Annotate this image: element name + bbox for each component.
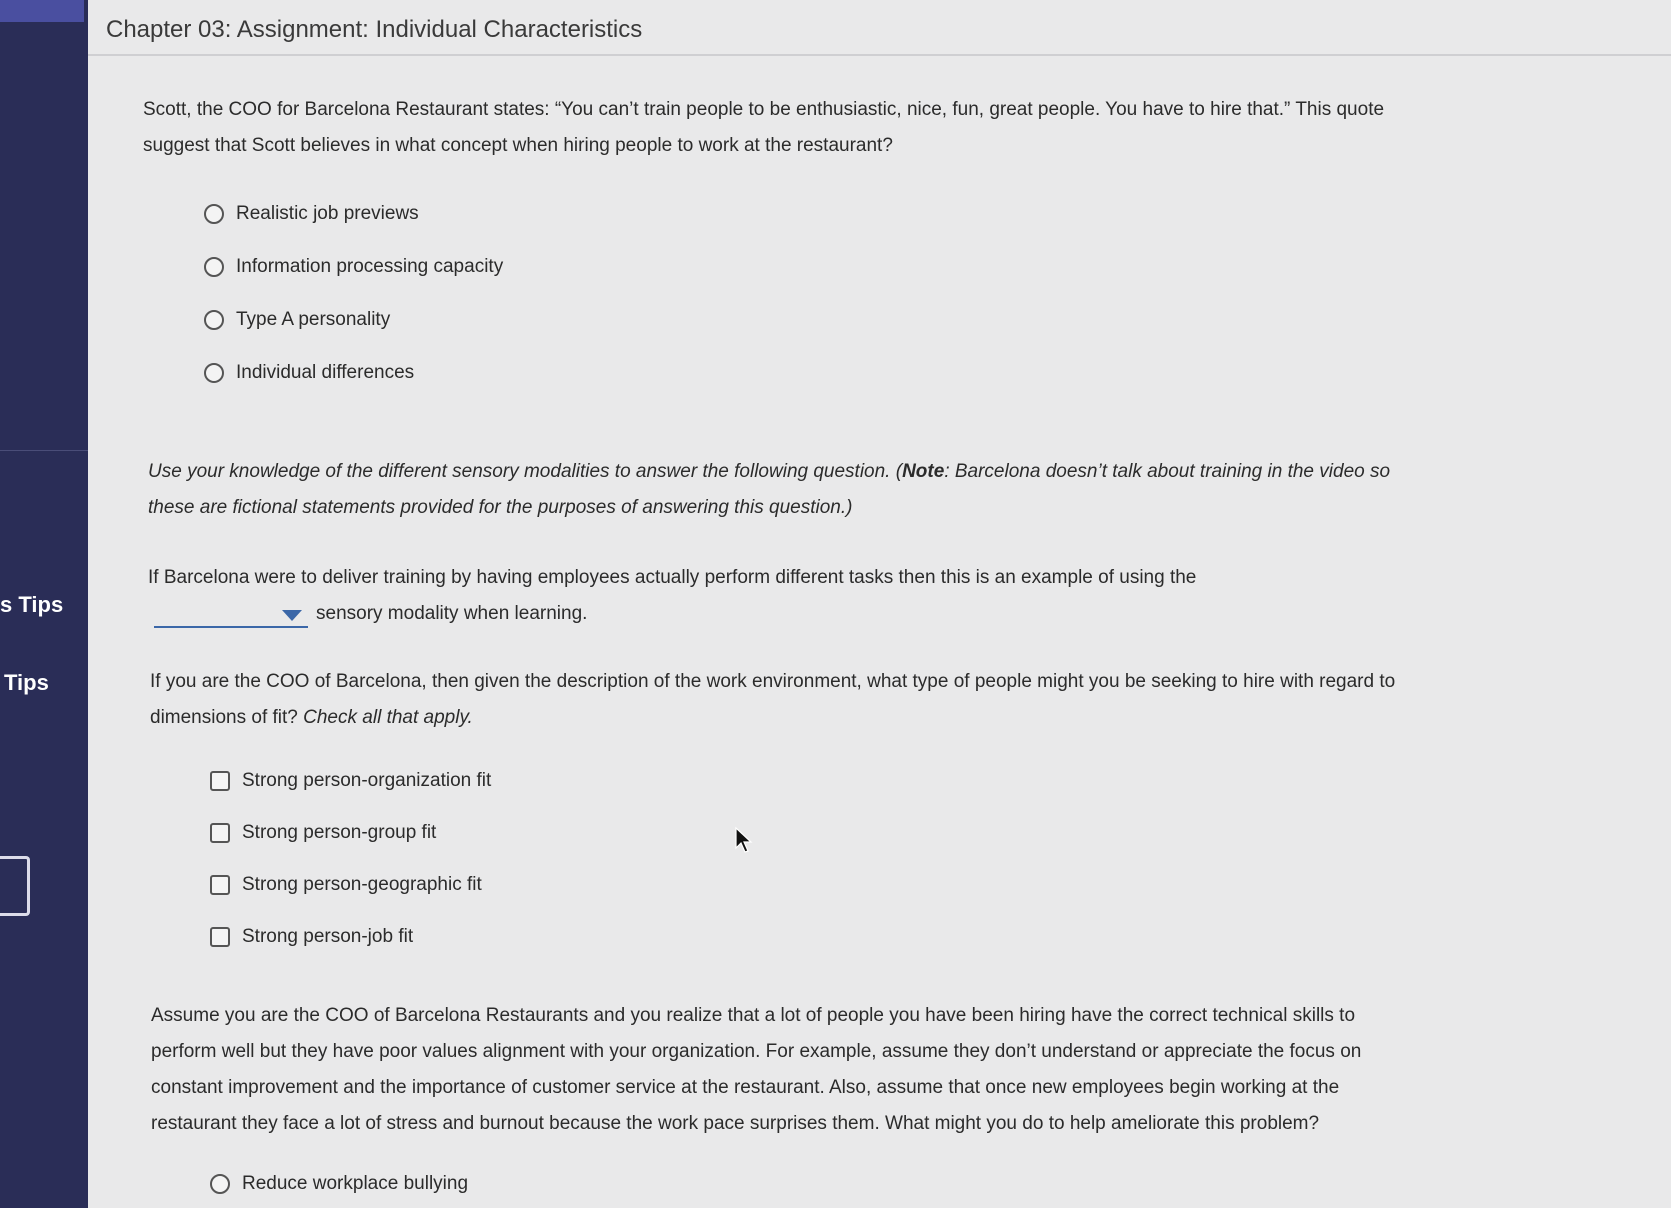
- option-label: Reduce workplace bullying: [242, 1173, 469, 1194]
- question2-line2: sensory modality when learning.: [316, 603, 588, 624]
- q4-option-reduce-workplace-bullying[interactable]: [210, 1173, 468, 1195]
- question4-line1: Assume you are the COO of Barcelona Restaurants and you realize that a lot of people you have been hiring have the correct technical skills to: [151, 1005, 1356, 1026]
- q3-option-person-organization-fit[interactable]: [210, 770, 491, 792]
- option-label: Strong person-organization fit: [242, 770, 492, 791]
- check-all-hint: Check all that apply.: [303, 707, 473, 728]
- mouse-pointer-icon: [734, 826, 756, 856]
- question1-text: [143, 92, 1384, 164]
- option-label: Strong person-job fit: [242, 926, 414, 947]
- sidebar-frame-button[interactable]: [0, 856, 30, 916]
- checkbox[interactable]: [210, 875, 230, 895]
- option-label: Individual differences: [236, 362, 415, 383]
- question1-line2: suggest that Scott believes in what concept when hiring people to work at the restaurant?: [143, 135, 893, 156]
- assignment-content: [88, 0, 1671, 1208]
- instruction-line1: Use your knowledge of the different sensory modalities to answer the following question. (Note: Barcelona doesn’t talk about training in the video so: [148, 461, 1391, 482]
- question4-line2: perform well but they have poor values alignment with your organization. For example, assume they don’t understand or appreciate the focus on: [151, 1041, 1362, 1062]
- page-title: Chapter 03: Assignment: Individual Characteristics: [106, 16, 643, 43]
- sidebar-tips-link-1[interactable]: s Tips: [0, 592, 64, 617]
- sidebar-tips-link-2[interactable]: Tips: [4, 670, 49, 695]
- checkbox[interactable]: [210, 927, 230, 947]
- chevron-down-icon[interactable]: [282, 610, 302, 621]
- question4-text: [151, 998, 1361, 1142]
- question4-line3: constant improvement and the importance of customer service at the restaurant. Also, assume that once new employees begin working at the: [151, 1077, 1340, 1098]
- q3-option-person-group-fit[interactable]: [210, 822, 436, 844]
- question2-line1: If Barcelona were to deliver training by having employees actually perform different tasks then this is an example of using the: [148, 567, 1197, 588]
- instruction-line2: these are fictional statements provided for the purposes of answering this question.): [148, 497, 853, 518]
- option-label: Information processing capacity: [236, 256, 504, 277]
- q1-option-realistic-job-previews[interactable]: [204, 203, 419, 225]
- title-divider: [88, 54, 1671, 56]
- sidebar-divider: [0, 450, 88, 451]
- checkbox[interactable]: [210, 823, 230, 843]
- question4-line4: restaurant they face a lot of stress and burnout because the work pace surprises them. What might you do to help ameliorate this problem?: [151, 1113, 1320, 1134]
- left-sidebar: [0, 0, 88, 1208]
- q1-option-individual-differences[interactable]: [204, 362, 414, 384]
- radio-button[interactable]: [204, 257, 224, 277]
- option-label: Realistic job previews: [236, 203, 419, 224]
- radio-button[interactable]: [204, 310, 224, 330]
- sensory-modality-dropdown[interactable]: [154, 602, 308, 628]
- option-label: Strong person-group fit: [242, 822, 437, 843]
- q1-option-type-a-personality[interactable]: [204, 309, 390, 331]
- sensory-instruction: [148, 454, 1390, 526]
- checkbox[interactable]: [210, 771, 230, 791]
- question3-line1: If you are the COO of Barcelona, then given the description of the work environment, what type of people might you be seeking to hire with regard to: [150, 671, 1396, 692]
- radio-button[interactable]: [204, 363, 224, 383]
- q3-option-person-job-fit[interactable]: [210, 926, 413, 948]
- question1-line1: Scott, the COO for Barcelona Restaurant states: “You can’t train people to be enthusiastic, nice, fun, great people. You have to hire that.” This quote: [143, 99, 1385, 120]
- question3-line2: dimensions of fit? Check all that apply.: [150, 707, 473, 728]
- option-label: Strong person-geographic fit: [242, 874, 482, 895]
- q1-option-information-processing[interactable]: [204, 256, 503, 278]
- question3-text: [150, 664, 1395, 736]
- radio-button[interactable]: [204, 204, 224, 224]
- q3-option-person-geographic-fit[interactable]: [210, 874, 482, 896]
- option-label: Type A personality: [236, 309, 391, 330]
- note-label: Note: [902, 461, 945, 482]
- radio-button[interactable]: [210, 1174, 230, 1194]
- sidebar-top-accent: [0, 0, 84, 22]
